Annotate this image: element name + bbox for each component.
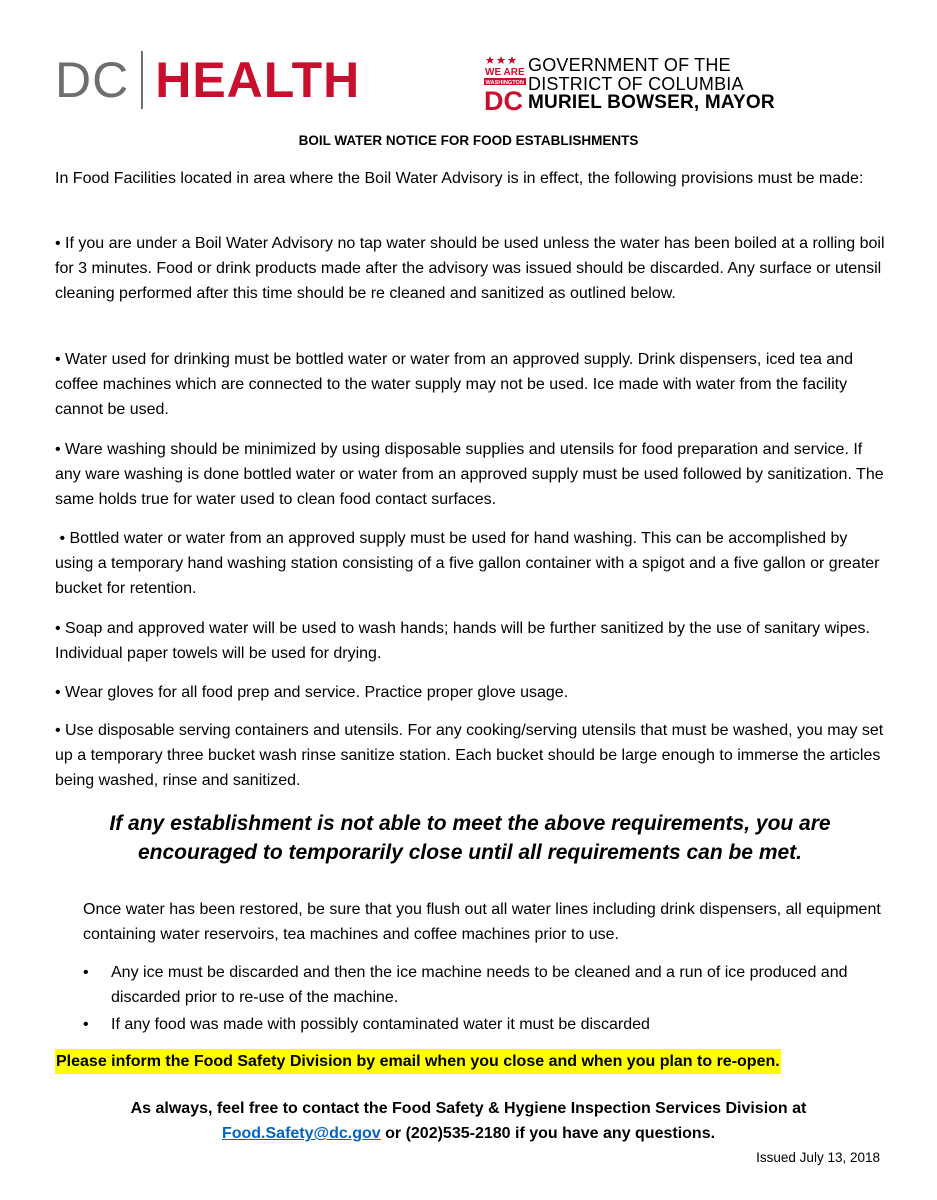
bullet-icon: •: [83, 1016, 89, 1033]
contact-line-1: As always, feel free to contact the Food Safety & Hygiene Inspection Services Division at: [130, 1100, 807, 1117]
provision-item: • Soap and approved water will be used to wash hands; hands will be further sanitized by the use of sanitary wipes. Individual paper towels will be used for drying.: [55, 620, 870, 662]
emblem-we-are: WE ARE: [485, 67, 525, 78]
provision-item: • Use disposable serving containers and utensils. For any cooking/serving utensils that must be washed, you may set up a temporary three bucket wash rinse sanitize station. Each bucket should be large enough to immerse the articles being washed, rinse and sanitized.: [55, 722, 884, 789]
issued-date: Issued July 13, 2018: [756, 1150, 880, 1165]
logo-dc-text: DC: [55, 52, 130, 108]
restored-item-text: If any food was made with possibly contaminated water it must be discarded: [111, 1016, 650, 1033]
dc-health-logo: [55, 50, 360, 110]
intro-paragraph: In Food Facilities located in area where the Boil Water Advisory is in effect, the following provisions must be made:: [55, 170, 864, 187]
provision-item: • Ware washing should be minimized by using disposable supplies and utensils for food preparation and service. If any ware washing is done bottled water or water from an approved supply must be used followed by sanitization. The same holds true for water used to clean food contact surfaces.: [55, 441, 884, 508]
restored-paragraph: Once water has been restored, be sure that you flush out all water lines including drink dispensers, all equipment containing water reservoirs, tea machines and coffee machines prior to use.: [83, 901, 881, 943]
closure-warning: If any establishment is not able to meet the above requirements, you are encouraged to temporarily close until all requirements can be met.: [109, 812, 831, 864]
gov-line-1: GOVERNMENT OF THE: [528, 55, 731, 75]
restored-item-text: Any ice must be discarded and then the ice machine needs to be cleaned and a run of ice produced and discarded prior to re-use of the machine.: [111, 964, 848, 1006]
highlighted-notice: Please inform the Food Safety Division by email when you close and when you plan to re-open.: [55, 1049, 781, 1074]
bullet-icon: •: [83, 964, 89, 981]
contact-info: [0, 1096, 937, 1146]
we-are-washington-dc-emblem: [484, 55, 528, 111]
contact-line-2: [0, 1121, 937, 1146]
emblem-dc: DC: [484, 86, 523, 111]
dc-government-logo: [484, 55, 784, 115]
provision-item: • If you are under a Boil Water Advisory no tap water should be used unless the water has been boiled at a rolling boil for 3 minutes. Food or drink products made after the advisory was issued should be discarded. Any surface or utensil cleaning performed after this time should be re cleaned and sanitized as outlined below.: [55, 235, 885, 302]
gov-line-2: DISTRICT OF COLUMBIA: [528, 74, 744, 94]
emblem-washington: WASHINGTON: [485, 80, 524, 86]
provision-item: • Bottled water or water from an approved supply must be used for hand washing. This can be accomplished by using a temporary hand washing station consisting of a five gallon container with a spigot and a five gallon or greater bucket for retention.: [55, 530, 884, 597]
gov-line-3: MURIEL BOWSER, MAYOR: [528, 92, 775, 113]
logo-health-text: HEALTH: [155, 52, 361, 108]
provision-item: • Wear gloves for all food prep and service. Practice proper glove usage.: [55, 684, 569, 701]
logo-divider: [141, 51, 143, 109]
notice-title: BOIL WATER NOTICE FOR FOOD ESTABLISHMENTS: [298, 133, 639, 148]
contact-phone-text: or (202)535-2180 if you have any questions.: [380, 1125, 716, 1142]
provision-item: • Water used for drinking must be bottled water or water from an approved supply. Drink dispensers, iced tea and coffee machines which are connected to the water supply may not be used. Ice made with water from the facility cannot be used.: [55, 351, 853, 418]
email-link[interactable]: Food.Safety@dc.gov: [221, 1125, 381, 1142]
